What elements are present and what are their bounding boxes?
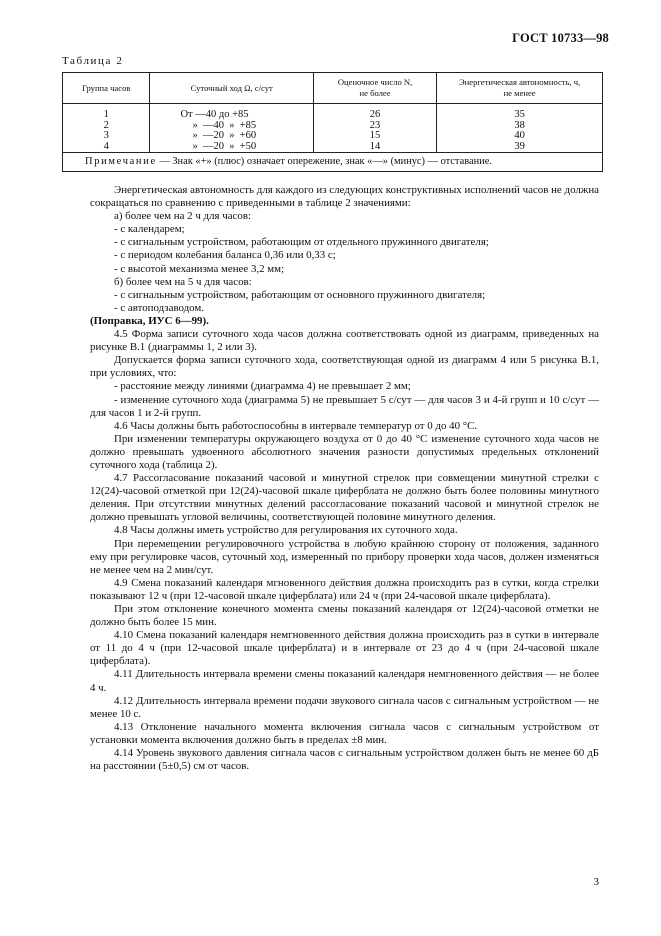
cell-daily-rate — [150, 104, 313, 153]
column-header-autonomy — [437, 73, 603, 104]
autonomy-value: 38 — [514, 119, 525, 131]
group-value: 4 — [103, 140, 109, 152]
group-value: 3 — [103, 130, 109, 141]
paragraph: - изменение суточного хода (диаграмма 5) не превышает 5 с/сут — для часов 3 и 4-й групп и 10 с/сут — для часов 1 и 2-й групп. — [90, 393, 599, 419]
column-header-daily-rate: Суточный ход Ω, с/сут — [150, 73, 313, 104]
group-value: 1 — [103, 109, 109, 120]
paragraph: - с сигнальным устройством, работающим от основного пружинного двигателя; — [114, 288, 486, 301]
column-header-group: Группа часов — [63, 73, 150, 104]
column-header-autonomy-text: Энергетическая автономность, ч, не менее — [458, 77, 581, 98]
score-value: 15 — [369, 130, 381, 141]
cell-autonomy — [437, 104, 603, 153]
autonomy-value: 39 — [514, 140, 525, 152]
paragraph: б) более чем на 5 ч для часов: — [114, 275, 252, 288]
score-value: 14 — [369, 140, 381, 152]
paragraph: - с периодом колебания баланса 0,36 или 0,33 с; — [114, 249, 336, 262]
paragraph: - с календарем; — [114, 223, 185, 236]
note-label: Примечание — [85, 156, 157, 167]
column-header-score-text: Оценочное число N, не более — [337, 77, 413, 98]
paragraph: Энергетическая автономность для каждого из следующих конструктивных исполнений часов не должна сокращаться по сравнению с приведенными в таблице 2 значениями: — [90, 184, 599, 210]
table-header-row — [63, 73, 603, 104]
paragraph: 4.13 Отклонение начального момента включения сигнала часов с сигнальным устройством от установки момента включения должно быть в пределах ±8 мин. — [90, 720, 599, 746]
score-value: 23 — [369, 119, 381, 131]
paragraph: 4.14 Уровень звукового давления сигнала часов с сигнальным устройством должен быть не менее 60 дБ на расстоянии (5±0,5) см от часов. — [90, 747, 599, 773]
table-2 — [62, 72, 603, 172]
paragraph: Допускается форма записи суточного хода, соответствующая одной из диаграмм 4 или 5 рисунка В.1, при условиях, что: — [90, 354, 599, 380]
daily-rate-value: » —20 » +50 — [192, 140, 257, 152]
column-header-score — [313, 73, 436, 104]
daily-rate-value: От —40 до +85 — [180, 109, 249, 120]
cell-groups — [63, 104, 150, 153]
paragraph: 4.8 Часы должны иметь устройство для регулирования их суточного хода. — [114, 524, 458, 537]
amendment-note: (Поправка, ИУС 6—99). — [90, 314, 209, 327]
paragraph: При этом отклонение конечного момента смены показаний календаря от 12(24)-часовой отметки не должно быть более 15 мин. — [90, 603, 599, 629]
group-value: 2 — [103, 119, 109, 131]
body-text — [90, 184, 599, 773]
paragraph: При изменении температуры окружающего воздуха от 0 до 40 °С изменение суточного хода часов не должно превышать удвоенного абсолютного значения разности допустимых предельных отклонений суточного хода (таблица 2). — [90, 432, 599, 471]
paragraph: - с сигнальным устройством, работающим от отдельного пружинного двигателя; — [114, 236, 489, 249]
score-value: 26 — [369, 109, 381, 120]
table-note — [63, 153, 603, 172]
paragraph: 4.11 Длительность интервала времени смены показаний календаря немгновенного действия — не более 4 ч. — [90, 668, 599, 694]
paragraph: - с высотой механизма менее 3,2 мм; — [114, 262, 285, 275]
paragraph: 4.10 Смена показаний календаря немгновенного действия должна происходить раз в сутки в интервале от 11 до 4 ч (при 12-часовой шкале циферблата) и в интервале от 23 до 4 ч (при 24-часовой шкале циферблата). — [90, 629, 599, 668]
paragraph: - с автоподзаводом. — [114, 301, 205, 314]
cell-score — [313, 104, 436, 153]
daily-rate-value: » —20 » +60 — [192, 130, 257, 141]
note-text: — Знак «+» (плюс) означает опережение, знак «—» (минус) — отставание. — [156, 156, 492, 167]
daily-rate-value: » —40 » +85 — [192, 119, 257, 131]
paragraph: При перемещении регулировочного устройства в любую крайнюю сторону от положения, заданного ему при регулировке часов, суточный ход, измеренный по прибору проверки хода часов, должен изменяться не менее чем на 2 мин/сут. — [90, 537, 599, 576]
paragraph: 4.9 Смена показаний календаря мгновенного действия должна происходить раз в сутки, когда стрелки показывают 12 ч (при 12-часовой шкале циферблата) или 24 ч (при 24-часовой шкале циферблата). — [90, 576, 599, 602]
page-number: 3 — [593, 876, 599, 888]
paragraph: 4.12 Длительность интервала времени подачи звукового сигнала часов с сигнальным устройством — не менее 10 с. — [90, 694, 599, 720]
autonomy-value: 40 — [514, 130, 525, 141]
table-data-row — [63, 104, 603, 153]
document-id: ГОСТ 10733—98 — [512, 31, 609, 45]
autonomy-value: 35 — [514, 109, 525, 120]
paragraph: 4.5 Форма записи суточного хода часов должна соответствовать одной из диаграмм, приведенных на рисунке В.1 (диаграммы 1, 2 или 3). — [90, 328, 599, 354]
paragraph: 4.7 Рассогласование показаний часовой и минутной стрелок при совмещении минутной стрелки с 12(24)-часовой отметкой при 12(24)-часовой шкале циферблата не должно быть более половины минутного деления. При отсутствии минутных делений рассогласование показаний часовой и минутной стрелок не должно превышать угловой величины, соответствующей половине минутного деления. — [90, 472, 599, 524]
paragraph: - расстояние между линиями (диаграмма 4) не превышает 2 мм; — [114, 380, 411, 393]
table-note-row — [63, 153, 603, 172]
paragraph: а) более чем на 2 ч для часов: — [114, 210, 251, 223]
paragraph: 4.6 Часы должны быть работоспособны в интервале температур от 0 до 40 °С. — [114, 419, 478, 432]
table-caption: Таблица 2 — [62, 55, 124, 67]
